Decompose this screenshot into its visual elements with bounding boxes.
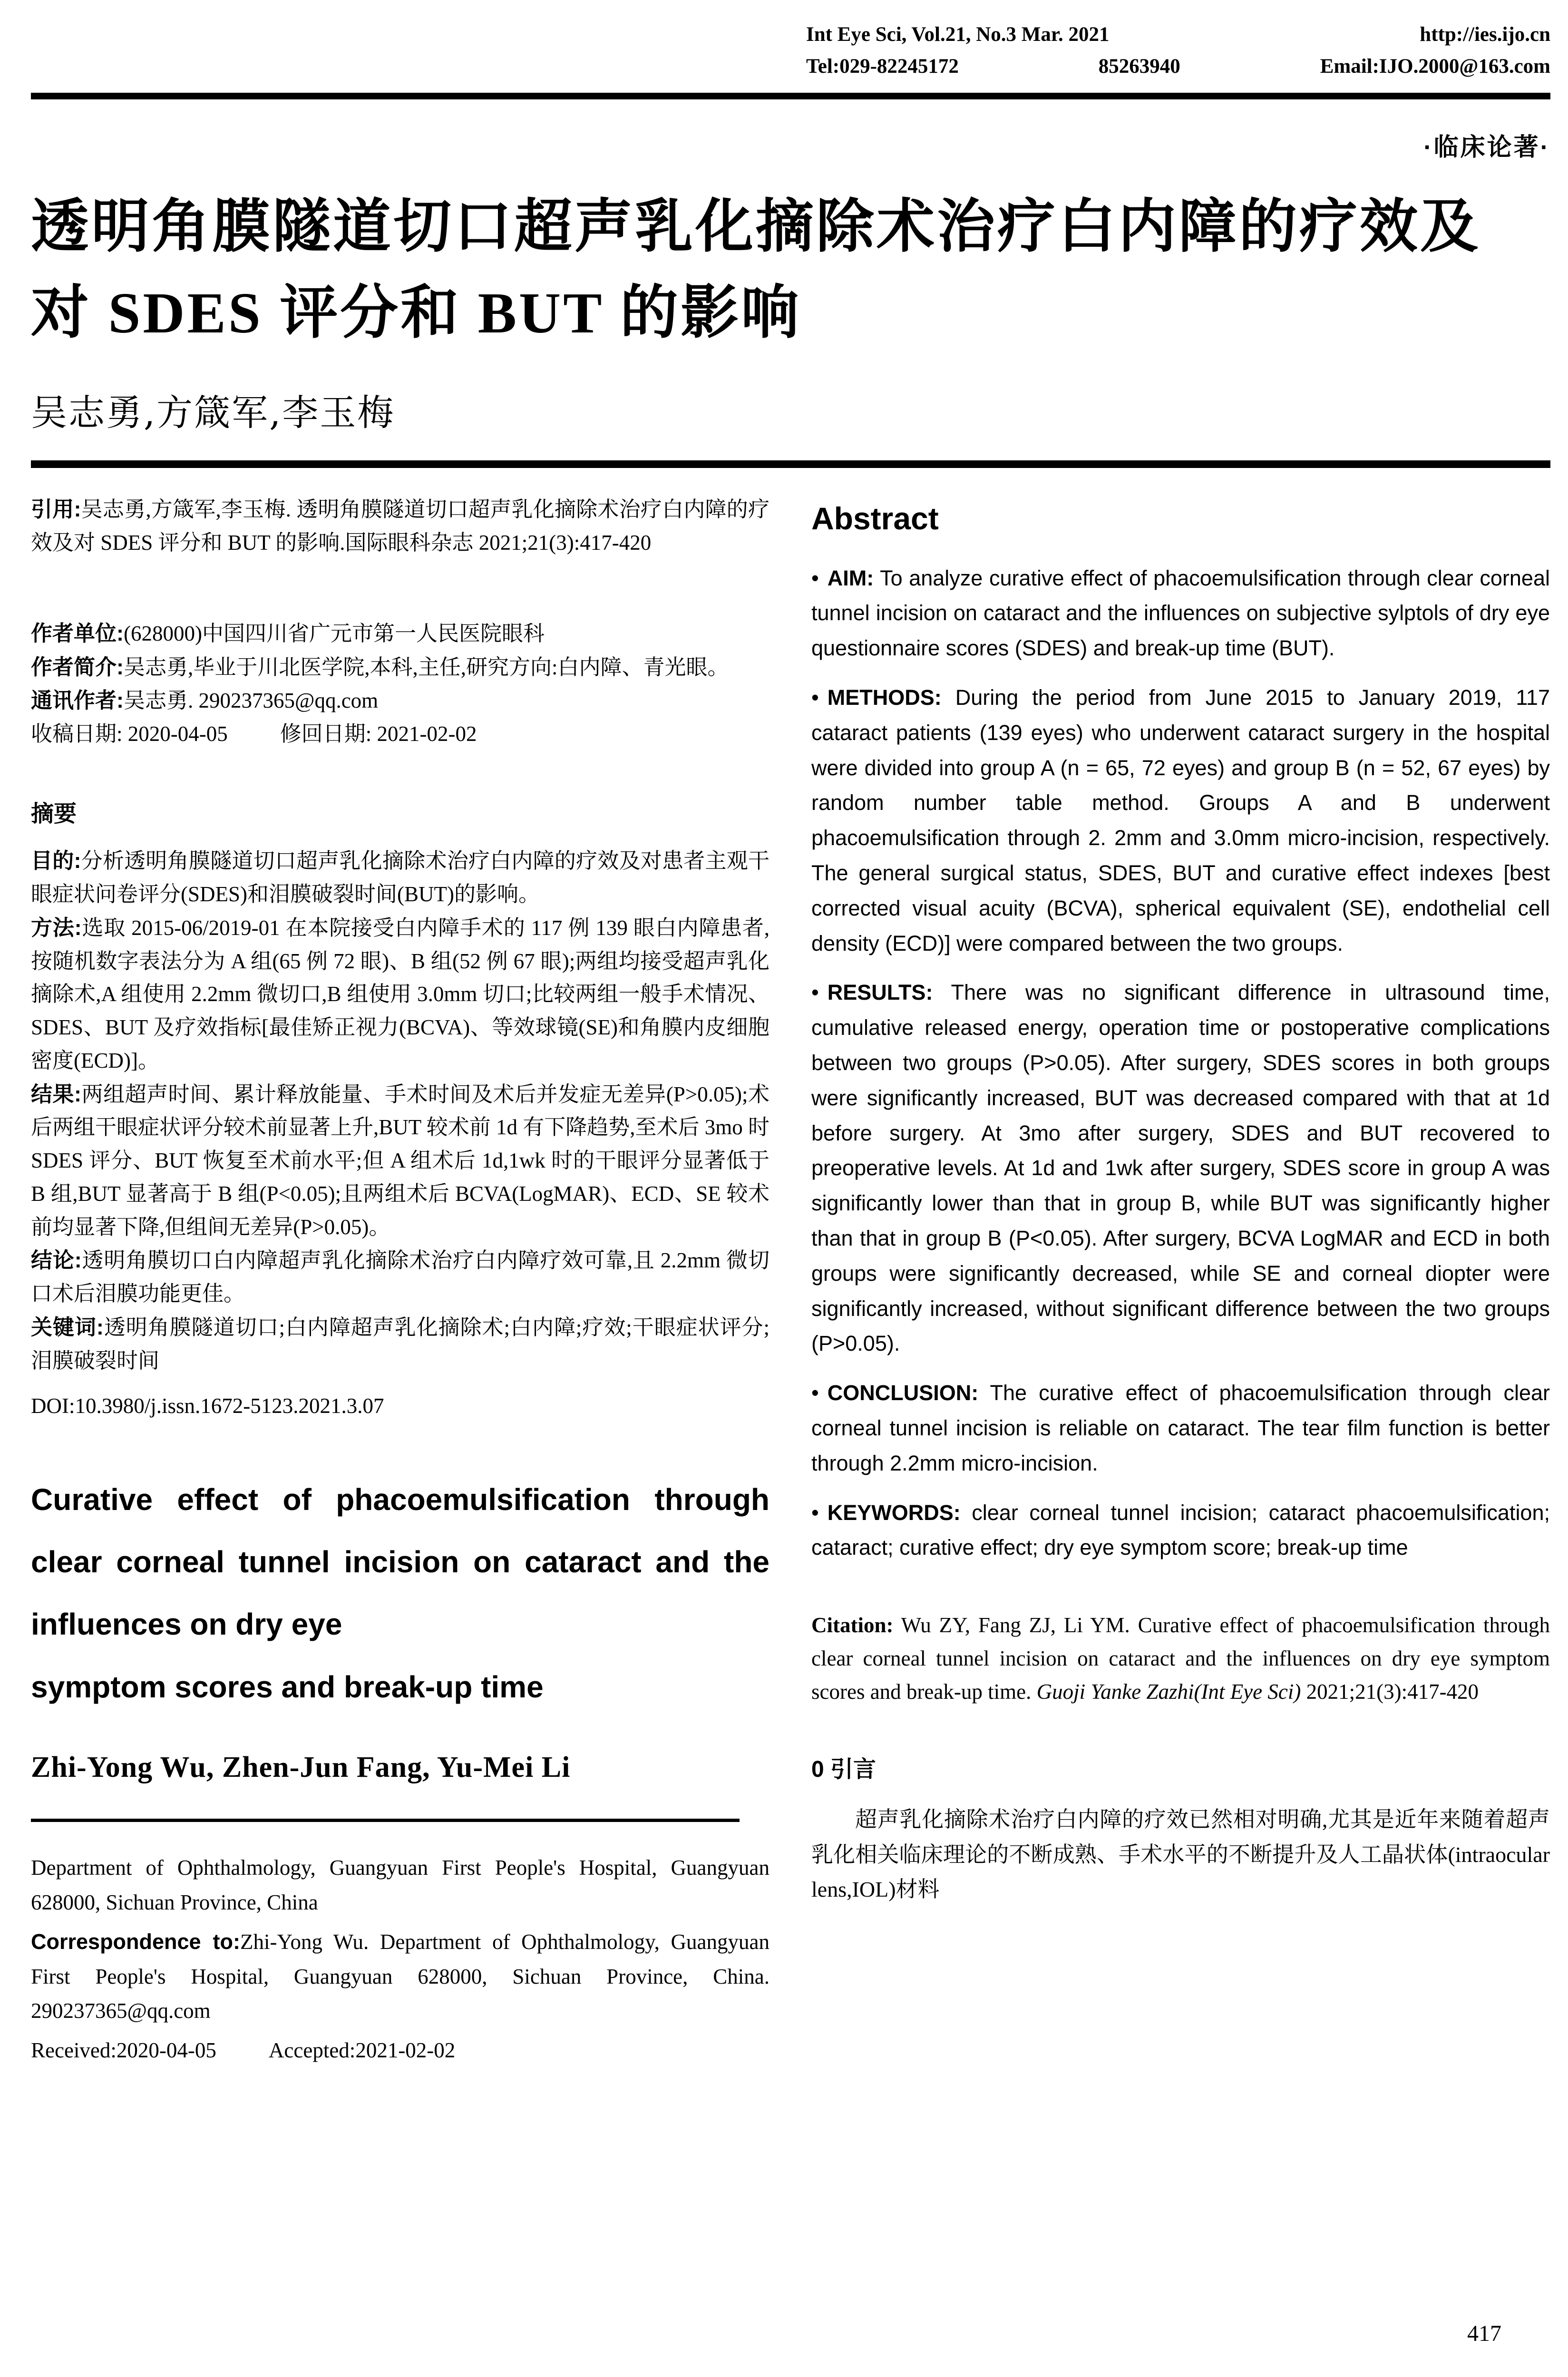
cn-dates (31, 718, 769, 751)
en-title-lastline: symptom scores and break-up time (31, 1669, 544, 1704)
abstract-aim-text: To analyze curative effect of phacoemulsification through clear corneal tunnel incision on cataract and the influences on subjective sylptols of dry eye questionnaire scores (SDES) and break-up time (BUT). (811, 565, 1550, 661)
cn-conclusion-text: 透明角膜切口白内障超声乳化摘除术治疗白内障疗效可靠,且 2.2mm 微切口术后泪膜功能更佳。 (31, 1248, 769, 1306)
cn-authors: 吴志勇,方箴军,李玉梅 (31, 391, 395, 434)
journal-header-line1 (806, 19, 1550, 51)
cn-conclusion-label: 结论: (31, 1248, 82, 1273)
journal-email: Email:IJO.2000@163.com (1320, 55, 1550, 78)
en-accepted-date: 2021-02-02 (355, 2038, 456, 2063)
bullet-icon: • (811, 1500, 819, 1525)
bullet-icon: • (811, 980, 819, 1005)
bullet-icon: • (811, 685, 819, 710)
en-correspondence-text: Zhi-Yong Wu. Department of Ophthalmology, Guangyuan First People's Hospital, Guangyuan 628000, Sichuan Province, China. 290237365@qq.com (31, 1929, 770, 2023)
cn-correspondence-label: 通讯作者: (31, 688, 124, 713)
en-correspondence-label: Correspondence to: (31, 1929, 240, 1954)
section-tag: ·临床论著· (1423, 134, 1550, 162)
cn-aim-text: 分析透明角膜隧道切口超声乳化摘除术治疗白内障的疗效及对患者主观干眼症状问卷评分(SDES)和泪膜破裂时间(BUT)的影响。 (31, 849, 769, 906)
right-column (811, 493, 1550, 2067)
cn-author-bio (31, 651, 769, 684)
abstract-keywords-text: clear corneal tunnel incision; cataract phacoemulsification; cataract; curative effect; dry eye symptom score; break-up time (811, 1500, 1550, 1560)
cn-abstract-results (31, 1078, 769, 1244)
abstract-results-label: RESULTS: (827, 980, 933, 1005)
en-dates (31, 2034, 769, 2067)
journal-url: http://ies.ijo.cn (1420, 23, 1550, 46)
journal-header (31, 19, 1550, 82)
en-citation-tail: 2021;21(3):417-420 (1301, 1679, 1479, 1704)
cn-abstract-aim (31, 844, 769, 911)
journal-header-line2 (806, 51, 1550, 83)
en-received-label: Received: (31, 2038, 117, 2063)
cn-received-label: 收稿日期: (31, 722, 123, 746)
en-citation-journal: Guoji Yanke Zazhi(Int Eye Sci) (1036, 1679, 1301, 1704)
left-column (31, 493, 769, 2067)
abstract-conclusion-text: The curative effect of phacoemulsification through clear corneal tunnel incision is reliable on cataract. The tear film function is better through 2.2mm micro-incision. (811, 1381, 1550, 1475)
bullet-icon: • (811, 1381, 819, 1405)
header-rule (31, 93, 1550, 99)
cn-title-line2: 对 SDES 评分和 BUT 的影响 (31, 281, 801, 345)
journal-issue: Int Eye Sci, Vol.21, No.3 Mar. 2021 (806, 23, 1110, 46)
cn-citation-text: 吴志勇,方箴军,李玉梅. 透明角膜隧道切口超声乳化摘除术治疗白内障的疗效及对 SDES 评分和 BUT 的影响.国际眼科杂志 2021;21(3):417-420 (31, 497, 769, 555)
cn-affiliation-text: (628000)中国四川省广元市第一人民医院眼科 (124, 621, 545, 645)
cn-abstract-methods (31, 911, 769, 1078)
abstract-results-text: There was no significant difference in ultrasound time, cumulative released energy, operation time or postoperative complications between two groups (P>0.05). After surgery, SDES scores in both groups were significantly increased, BUT was decreased compared with that at 1d before surgery. At 3mo after surgery, SDES and BUT recovered to preoperative levels. At 1d and 1wk after surgery, SDES score in group A was significantly lower than that in group B, while BUT was significantly higher than that in group B (P<0.05). After surgery, BCVA LogMAR and ECD in both groups were significantly decreased, while SE and corneal diopter were significantly increased, without significant difference between the two groups (P>0.05). (811, 980, 1550, 1356)
two-column-body (31, 493, 1550, 2067)
abstract-keywords-label: KEYWORDS: (827, 1500, 961, 1525)
abstract-aim (811, 561, 1550, 666)
intro-paragraph: 超声乳化摘除术治疗白内障的疗效已然相对明确,尤其是近年来随着超声乳化相关临床理论的不断成熟、手术水平的不断提升及人工晶状体(intraocular lens,IOL)材料 (811, 1807, 1550, 1902)
journal-tel: Tel:029-82245172 (806, 55, 959, 78)
affiliation-rule (31, 1819, 740, 1822)
en-abstract-heading: Abstract (811, 501, 939, 536)
abstract-conclusion-label: CONCLUSION: (827, 1381, 979, 1405)
cn-correspondence-text: 吴志勇. 290237365@qq.com (124, 689, 379, 713)
cn-revised-label: 修回日期: (280, 722, 372, 746)
cn-citation-label: 引用: (31, 497, 81, 522)
abstract-conclusion (811, 1375, 1550, 1481)
title-rule (31, 460, 1550, 468)
cn-title (31, 185, 1550, 356)
en-correspondence (31, 1925, 769, 2029)
cn-received-date: 2020-04-05 (127, 722, 228, 746)
abstract-methods (811, 680, 1550, 961)
en-citation-label: Citation: (811, 1613, 894, 1637)
en-authors: Zhi-Yong Wu, Zhen-Jun Fang, Yu-Mei Li (31, 1751, 571, 1783)
cn-results-label: 结果: (31, 1081, 82, 1106)
cn-keywords (31, 1311, 769, 1378)
en-citation-text: Wu ZY, Fang ZJ, Li YM. Curative effect of phacoemulsification through clear corneal tunnel incision on cataract and the influences on dry eye symptom scores and break-up time. (811, 1613, 1550, 1704)
doi: DOI:10.3980/j.issn.1672-5123.2021.3.07 (31, 1394, 384, 1418)
en-citation (811, 1609, 1550, 1708)
journal-tel2: 85263940 (1098, 55, 1180, 78)
cn-methods-text: 选取 2015-06/2019-01 在本院接受白内障手术的 117 例 139 眼白内障患者,按随机数字表法分为 A 组(65 例 72 眼)、B 组(52 例 67 眼);两组均接受超声乳化摘除术,A 组使用 2.2mm 微切口,B 组使用 3.0mm 切口;比较两组一般手术情况、SDES、BUT 及疗效指标[最佳矫正视力(BCVA)、等效球镜(SE)和角膜内皮细胞密度(ECD)]。 (31, 916, 769, 1072)
cn-affiliation-label: 作者单位: (31, 621, 124, 645)
abstract-aim-label: AIM: (827, 565, 874, 590)
abstract-keywords (811, 1495, 1550, 1566)
cn-abstract-heading: 摘要 (31, 801, 77, 827)
cn-results-text: 两组超声时间、累计释放能量、手术时间及术后并发症无差异(P>0.05);术后两组干眼症状评分较术前显著上升,BUT 较术前 1d 有下降趋势,至术后 3mo 时 SDES 评分、BUT 恢复至术前水平;但 A 组术后 1d,1wk 时的干眼评分显著低于 B 组,BUT 显著高于 B 组(P<0.05);且两组术后 BCVA(LogMAR)、ECD、SE 较术前均显著下降,但组间无差异(P>0.05)。 (31, 1082, 769, 1239)
cn-author-bio-label: 作者简介: (31, 654, 124, 679)
cn-author-bio-text: 吴志勇,毕业于川北医学院,本科,主任,研究方向:白内障、青光眼。 (124, 655, 729, 679)
bullet-icon: • (811, 565, 819, 590)
cn-methods-label: 方法: (31, 915, 82, 940)
page-number: 417 (1467, 2321, 1501, 2346)
cn-citation (31, 493, 769, 560)
cn-keywords-text: 透明角膜隧道切口;白内障超声乳化摘除术;白内障;疗效;干眼症状评分;泪膜破裂时间 (31, 1315, 769, 1373)
en-received-date: 2020-04-05 (116, 2038, 216, 2063)
cn-abstract-conclusion (31, 1244, 769, 1311)
en-title-text: Curative effect of phacoemulsification through clear corneal tunnel incision on cataract and the influences on dry eye (31, 1482, 769, 1642)
cn-keywords-label: 关键词: (31, 1315, 104, 1339)
abstract-methods-text: During the period from June 2015 to January 2019, 117 cataract patients (139 eyes) who underwent cataract surgery in the hospital were divided into group A (n = 65, 72 eyes) and group B (n = 52, 67 eyes) by random number table method. Groups A and B underwent phacoemulsification through 2. 2mm and 3.0mm micro-incision, respectively. The general surgical status, SDES, BUT and curative effect indexes [best corrected visual acuity (BCVA), spherical equivalent (SE), endothelial cell density (ECD)] were compared between the two groups. (811, 685, 1550, 955)
cn-correspondence (31, 684, 769, 718)
en-title (31, 1469, 769, 1718)
cn-aim-label: 目的: (31, 848, 81, 873)
abstract-methods-label: METHODS: (827, 685, 942, 710)
cn-revised-date: 2021-02-02 (377, 722, 477, 746)
abstract-results (811, 975, 1550, 1361)
cn-title-line1: 透明角膜隧道切口超声乳化摘除术治疗白内障的疗效及 (31, 195, 1480, 260)
cn-affiliation (31, 617, 769, 651)
intro-heading: 0 引言 (811, 1757, 877, 1783)
en-affiliation: Department of Ophthalmology, Guangyuan First People's Hospital, Guangyuan 628000, Sichuan Province, China (31, 1855, 769, 1914)
en-accepted-label: Accepted: (268, 2038, 356, 2063)
